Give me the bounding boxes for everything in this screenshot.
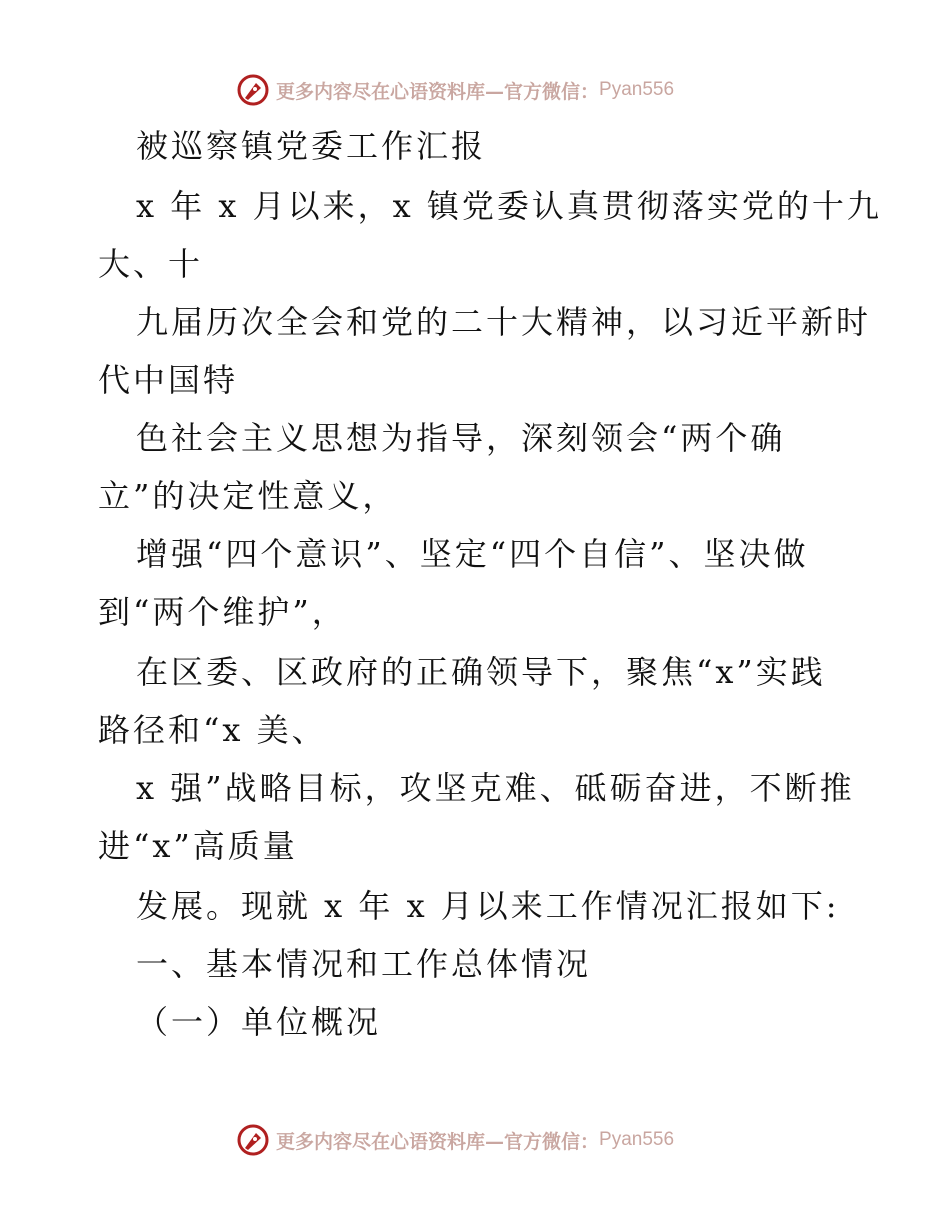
paragraph-line: 路径和“x 美、: [98, 711, 327, 749]
document-title: 被巡察镇党委工作汇报: [136, 127, 487, 165]
paragraph-line: 大、十: [98, 245, 204, 283]
pen-nib-logo-icon: [236, 1123, 270, 1157]
paragraph-line: 发展。现就 x 年 x 月以来工作情况汇报如下:: [136, 887, 840, 925]
watermark-account: Pyan556: [599, 1129, 675, 1150]
paragraph-line: 色社会主义思想为指导，深刻领会“两个确: [136, 419, 786, 457]
watermark-text: 更多内容尽在心语资料库—官方微信：: [276, 80, 600, 103]
paragraph-line: 到“两个维护”，: [98, 593, 347, 631]
watermark-account: Pyan556: [599, 79, 675, 100]
watermark-text: 更多内容尽在心语资料库—官方微信：: [276, 1130, 600, 1153]
paragraph-line: 增强“四个意识”、坚定“四个自信”、坚决做: [136, 535, 809, 573]
paragraph-line: 代中国特: [98, 361, 239, 399]
paragraph-line: 在区委、区政府的正确领导下，聚焦“x”实践: [136, 653, 826, 691]
paragraph-line: x 强”战略目标，攻坚克难、砥砺奋进，不断推: [136, 769, 855, 807]
footer-watermark-banner: [236, 1120, 756, 1160]
section-heading: 一、基本情况和工作总体情况: [136, 945, 592, 983]
paragraph-line: 进“x”高质量: [98, 827, 298, 865]
subsection-heading: （一）单位概况: [136, 1003, 382, 1041]
paragraph-line: x 年 x 月以来，x 镇党委认真贯彻落实党的十九: [136, 187, 882, 225]
paragraph-line: 立”的决定性意义，: [98, 477, 398, 515]
paragraph-line: 九届历次全会和党的二十大精神，以习近平新时: [136, 303, 872, 341]
